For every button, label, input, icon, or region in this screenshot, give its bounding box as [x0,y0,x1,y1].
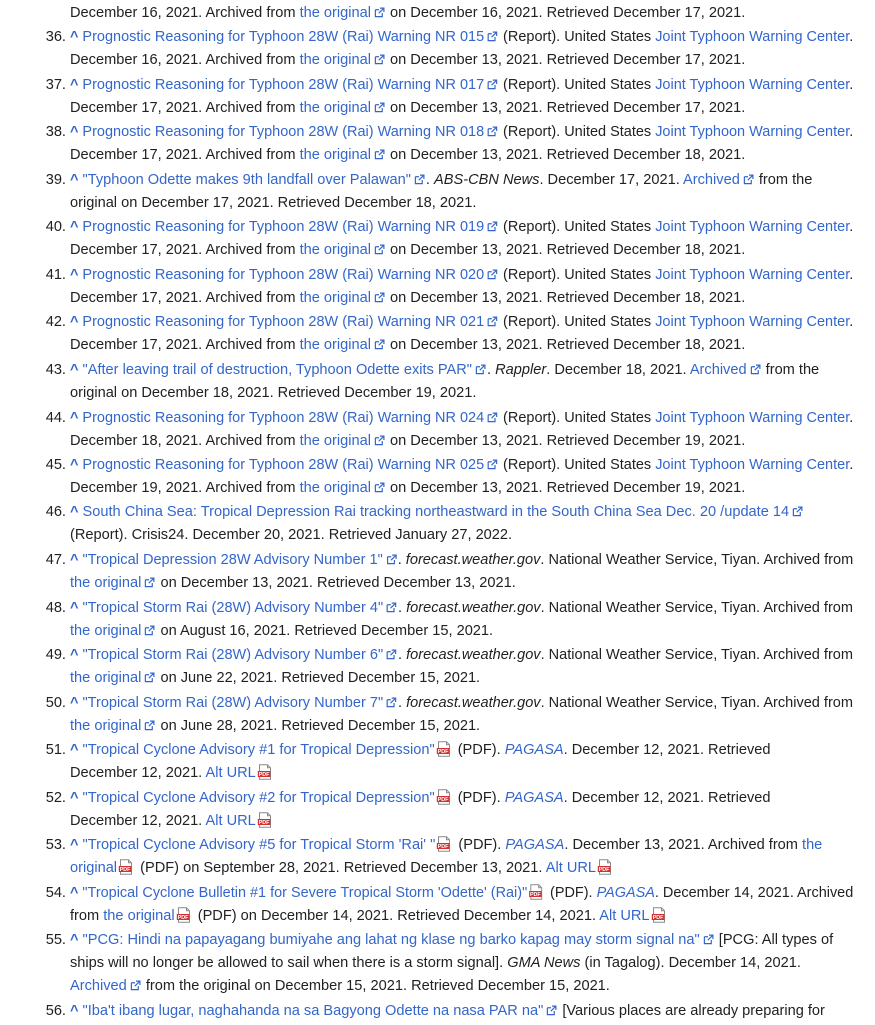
reference-line [70,454,853,477]
pdf-link[interactable]: "Tropical Cyclone Bulletin #1 for Severe Tropical Storm 'Odette' (Rai)" [82,885,528,901]
external-link[interactable]: Prognostic Reasoning for Typhoon 28W (Rai) Warning NR 021 [82,314,485,330]
reference-line [70,715,480,738]
reference-line [70,597,853,620]
external-link[interactable]: "PCG: Hindi na papayagang bumiyahe ang lahat ng klase ng barko kapag may storm signal na" [82,932,700,948]
citation-text: from the [754,172,813,188]
citation-text: (Report). United States [499,29,656,45]
citation-text: from [70,908,104,924]
external-link[interactable]: the original [299,242,371,258]
reference-line [70,667,480,690]
backlink-caret[interactable]: ^ [70,77,79,93]
reference-number: 38. [45,124,66,140]
publication-name: Rappler [495,362,547,378]
backlink-caret[interactable]: ^ [70,1003,79,1019]
citation-text: on December 13, 2021. Retrieved December 19, 2021. [385,433,746,449]
citation-text: December 18, 2021. Archived from [70,433,300,449]
svg-text:PDF: PDF [437,796,449,803]
citation-text: (PDF). [453,742,505,758]
external-link[interactable]: the original [299,5,371,21]
external-link[interactable]: Archived [70,978,127,994]
reference-line [70,311,853,334]
citation-text: . December 14, 2021. Archived [654,885,854,901]
external-link-icon [144,625,155,636]
reference-item [0,264,875,312]
reference-item [0,597,875,645]
external-link-icon [374,435,385,446]
reference-item [0,739,875,787]
external-link-icon [144,720,155,731]
external-link[interactable]: Prognostic Reasoning for Typhoon 28W (Rai) Warning NR 024 [82,410,485,426]
reference-line [70,2,745,25]
citation-text: on December 13, 2021. Retrieved December 17, 2021. [385,52,746,68]
reference-line [70,382,476,405]
internal-link[interactable]: Joint Typhoon Warning Center [655,29,850,45]
backlink-caret[interactable]: ^ [70,172,79,188]
pdf-link[interactable]: Alt URL [599,908,650,924]
citation-text: on December 13, 2021. Retrieved December 18, 2021. [385,147,746,163]
external-link[interactable]: the original [299,290,371,306]
backlink-caret[interactable]: ^ [70,695,79,711]
reference-item [0,644,875,692]
svg-text:PDF: PDF [258,819,270,826]
publisher-link[interactable]: PAGASA [505,837,565,853]
citation-text: . [487,362,496,378]
citation-text: on December 13, 2021. Retrieved December 13, 2021. [156,575,516,591]
external-link[interactable]: "Tropical Storm Rai (28W) Advisory Number 7" [82,695,384,711]
backlink-caret[interactable]: ^ [70,219,79,235]
external-link-icon [487,269,498,280]
external-link[interactable]: "Typhoon Odette makes 9th landfall over Palawan" [82,172,411,188]
reference-number: 50. [45,695,66,711]
reference-number: 40. [45,219,66,235]
citation-text: original on December 18, 2021. Retrieved December 19, 2021. [70,385,477,401]
citation-text: original on December 17, 2021. Retrieved December 18, 2021. [70,195,477,211]
citation-text: . [849,124,854,140]
external-link[interactable]: the original [299,52,371,68]
publication-name: forecast.weather.gov [406,695,541,711]
citation-text: . December 18, 2021. [546,362,690,378]
citation-text: [PCG: All types of [714,932,834,948]
citation-text: . National Weather Service, Tiyan. Archived from [540,600,854,616]
external-link[interactable]: "After leaving trail of destruction, Typhoon Odette exits PAR" [82,362,472,378]
publisher-link[interactable]: PAGASA [504,790,564,806]
reference-number: 51. [45,742,66,758]
citation-text: (PDF) on December 14, 2021. Retrieved December 14, 2021. [193,908,600,924]
svg-text:PDF: PDF [438,843,449,850]
external-link[interactable]: the original [70,575,142,591]
external-link[interactable]: South China Sea: Tropical Depression Rai tracking northeastward in the South China Sea Dec. 20 /update 14 [82,504,790,520]
reference-number: 43. [45,362,66,378]
citation-text: on December 13, 2021. Retrieved December 19, 2021. [385,480,746,496]
citation-text: . [849,410,854,426]
external-link[interactable]: Prognostic Reasoning for Typhoon 28W (Rai) Warning NR 025 [82,457,485,473]
citation-text: (PDF). [453,790,505,806]
external-link-icon [487,79,498,90]
reference-item [0,1000,875,1025]
reference-line [70,49,745,72]
external-link[interactable]: the original [299,337,371,353]
reference-item [0,787,875,835]
internal-link[interactable]: Joint Typhoon Warning Center [655,77,850,93]
citation-text: December 16, 2021. Archived from [70,52,300,68]
reference-line [70,26,853,49]
external-link-icon [374,339,385,350]
external-link[interactable]: the original [299,433,371,449]
reference-item [0,169,875,217]
citation-text: . [849,457,854,473]
external-link-icon [487,126,498,137]
external-link-icon [374,244,385,255]
reference-item [0,311,875,359]
external-link[interactable]: the original [70,718,142,734]
backlink-caret[interactable]: ^ [70,314,79,330]
internal-link[interactable]: Joint Typhoon Warning Center [655,267,850,283]
external-link[interactable]: Prognostic Reasoning for Typhoon 28W (Rai) Warning NR 015 [82,29,485,45]
reference-number: 48. [45,600,66,616]
citation-text: (PDF). [454,837,506,853]
reference-item [0,359,875,407]
citation-text: (in Tagalog). December 14, 2021. [580,955,801,971]
reference-number: 39. [45,172,66,188]
publication-name: ABS-CBN News [434,172,540,188]
reference-line [70,359,819,382]
internal-link[interactable]: Joint Typhoon Warning Center [655,219,850,235]
internal-link[interactable]: Joint Typhoon Warning Center [655,124,850,140]
reference-line [70,192,476,215]
reference-line [70,121,853,144]
reference-line [70,549,853,572]
external-link-icon [386,554,397,565]
external-link-icon [374,149,385,160]
reference-number: 52. [45,790,66,806]
svg-text:PDF: PDF [437,748,449,755]
citation-text: (Report). United States [499,457,656,473]
pdf-icon [651,907,667,923]
reference-line [70,572,516,595]
citation-text: (Report). United States [499,410,656,426]
publication-name: GMA News [507,955,581,971]
external-link[interactable]: "Tropical Depression 28W Advisory Number 1" [82,552,383,568]
pdf-icon [436,836,452,852]
backlink-caret[interactable]: ^ [70,790,79,806]
citation-text: . National Weather Service, Tiyan. Archived from [540,552,854,568]
external-link[interactable]: Archived [689,362,747,378]
citation-text: (Report). United States [499,219,656,235]
backlink-caret[interactable]: ^ [70,932,79,948]
citation-text: . [849,77,854,93]
reference-line [70,739,771,762]
citation-text: . December 13, 2021. Archived from [564,837,803,853]
citation-text: . December 12, 2021. Retrieved [563,742,771,758]
citation-text: . [397,552,406,568]
external-link[interactable]: "Tropical Storm Rai (28W) Advisory Number 6" [82,647,384,663]
citation-text: December 12, 2021. [70,765,206,781]
external-link-icon [374,54,385,65]
reference-line [70,952,801,975]
pdf-link[interactable]: "Tropical Cyclone Advisory #5 for Tropical Storm 'Rai' " [82,837,436,853]
citation-text: . National Weather Service, Tiyan. Archived from [540,647,854,663]
external-link-icon [475,364,486,375]
reference-line [70,334,745,357]
external-link-icon [130,980,141,991]
pdf-link[interactable]: Alt URL [205,765,256,781]
citation-text: (Report). United States [499,124,656,140]
citation-text: on December 13, 2021. Retrieved December 17, 2021. [385,100,746,116]
external-link[interactable]: Prognostic Reasoning for Typhoon 28W (Rai) Warning NR 018 [82,124,485,140]
pdf-icon [436,789,452,805]
reference-item [0,121,875,169]
backlink-caret[interactable]: ^ [70,600,79,616]
reference-line [70,216,853,239]
external-link[interactable]: Prognostic Reasoning for Typhoon 28W (Rai) Warning NR 019 [82,219,485,235]
backlink-caret[interactable]: ^ [70,742,79,758]
citation-text: . National Weather Service, Tiyan. Archived from [540,695,854,711]
backlink-caret[interactable]: ^ [70,267,79,283]
external-link-icon [703,934,714,945]
citation-text: . [849,29,854,45]
reference-item [0,407,875,455]
reference-line [70,169,812,192]
reference-line [70,692,853,715]
citation-text: on June 22, 2021. Retrieved December 15, 2021. [156,670,481,686]
reference-line [70,810,275,833]
citation-text: . [398,695,407,711]
citation-text: December 12, 2021. [70,813,206,829]
reference-line [70,239,745,262]
citation-text: on December 13, 2021. Retrieved December 18, 2021. [385,337,746,353]
backlink-caret[interactable]: ^ [70,552,79,568]
citation-text: (Report). United States [499,77,656,93]
pdf-link[interactable]: original [70,860,118,876]
reference-line [70,74,853,97]
pdf-icon [118,859,134,875]
external-link-icon [546,1005,557,1016]
external-link[interactable]: Prognostic Reasoning for Typhoon 28W (Rai) Warning NR 020 [82,267,485,283]
reference-number: 55. [45,932,66,948]
svg-text:PDF: PDF [258,771,270,778]
reference-item [0,501,875,549]
backlink-caret[interactable]: ^ [70,29,79,45]
pdf-icon [528,884,544,900]
reference-item [0,74,875,122]
backlink-caret[interactable]: ^ [70,124,79,140]
reference-line [70,287,745,310]
pdf-link[interactable]: "Tropical Cyclone Advisory #2 for Tropical Depression" [82,790,435,806]
reference-number: 49. [45,647,66,663]
citation-text: . [849,314,854,330]
reference-line [70,644,853,667]
citation-text: on December 13, 2021. Retrieved December 18, 2021. [385,290,746,306]
reference-item [0,26,875,74]
pdf-icon [257,812,273,828]
reference-line [70,144,745,167]
citation-text: on August 16, 2021. Retrieved December 15, 2021. [156,623,494,639]
external-link[interactable]: the original [299,147,371,163]
external-link-icon [750,364,761,375]
reference-line [70,834,822,857]
citation-text: (Report). Crisis24. December 20, 2021. Retrieved January 27, 2022. [70,527,513,543]
reference-item [0,834,875,882]
citation-text: . [849,267,854,283]
pdf-icon [597,859,613,875]
external-link[interactable]: the original [70,670,142,686]
reference-item [0,929,875,1000]
internal-link[interactable]: Joint Typhoon Warning Center [655,314,850,330]
internal-link[interactable]: Joint Typhoon Warning Center [655,410,850,426]
reference-line [70,97,745,120]
citation-text: on June 28, 2021. Retrieved December 15, 2021. [156,718,481,734]
citation-text: December 17, 2021. Archived from [70,290,300,306]
pdf-icon [176,907,192,923]
citation-text: . [425,172,435,188]
pdf-icon [257,764,273,780]
external-link[interactable]: "Iba't ibang lugar, naghahanda na sa Bagyong Odette na nasa PAR na" [82,1003,544,1019]
citation-text: on December 16, 2021. Retrieved December 17, 2021. [385,5,746,21]
pdf-icon [436,741,452,757]
external-link-icon [487,31,498,42]
reference-number: 46. [45,504,66,520]
backlink-caret[interactable]: ^ [70,362,79,378]
external-link-icon [487,459,498,470]
reference-line [70,975,610,998]
internal-link[interactable]: Joint Typhoon Warning Center [655,457,850,473]
reference-line [70,929,833,952]
external-link-icon [374,102,385,113]
reference-line [70,501,804,524]
reference-number: 37. [45,77,66,93]
publication-name: forecast.weather.gov [406,647,541,663]
reference-line [70,762,275,785]
reference-line [70,264,853,287]
backlink-caret[interactable]: ^ [70,647,79,663]
citation-text: (PDF). [546,885,597,901]
reference-line [70,857,615,880]
citation-text: December 17, 2021. Archived from [70,337,300,353]
external-link-icon [386,649,397,660]
external-link-icon [144,577,155,588]
reference-number: 45. [45,457,66,473]
external-link[interactable]: "Tropical Storm Rai (28W) Advisory Number 4" [82,600,384,616]
reference-item [0,216,875,264]
external-link-icon [374,292,385,303]
backlink-caret[interactable]: ^ [70,885,79,901]
svg-text:PDF: PDF [652,914,664,921]
backlink-caret[interactable]: ^ [70,457,79,473]
reference-item [0,882,875,930]
reference-number: 53. [45,837,66,853]
pdf-link[interactable]: the original [103,908,175,924]
reference-item [0,454,875,502]
citation-text: on December 13, 2021. Retrieved December 18, 2021. [385,242,746,258]
citation-text: December 17, 2021. Archived from [70,100,300,116]
citation-text: [Various places are already preparing for [558,1003,825,1019]
pdf-link[interactable]: "Tropical Cyclone Advisory #1 for Tropical Depression" [82,742,435,758]
citation-text: (PDF) on September 28, 2021. Retrieved December 13, 2021. [136,860,546,876]
external-link-icon [374,7,385,18]
reference-line [70,620,493,643]
citation-text: December 16, 2021. Archived from [70,5,300,21]
reference-number: 36. [45,29,66,45]
reference-number: 42. [45,314,66,330]
citation-text: . [398,600,407,616]
citation-text: . December 17, 2021. [539,172,684,188]
external-link[interactable]: Prognostic Reasoning for Typhoon 28W (Rai) Warning NR 017 [82,77,485,93]
reference-number: 44. [45,410,66,426]
reference-item [0,2,875,27]
reference-item [0,692,875,740]
reference-line [70,407,853,430]
citation-text: from the [761,362,820,378]
svg-text:PDF: PDF [177,914,189,921]
external-link[interactable]: Archived [683,172,740,188]
reference-line [70,882,853,905]
backlink-caret[interactable]: ^ [70,410,79,426]
external-link-icon [386,602,397,613]
publisher-link[interactable]: PAGASA [504,742,564,758]
external-link-icon [792,506,803,517]
svg-text:PDF: PDF [119,866,131,873]
reference-line [70,477,745,500]
external-link-icon [487,221,498,232]
backlink-caret[interactable]: ^ [70,504,79,520]
citation-text: ships will no longer be allowed to sail when there is a storm signal]. [70,955,508,971]
external-link-icon [487,412,498,423]
publisher-link[interactable]: PAGASA [596,885,655,901]
reference-item [0,549,875,597]
external-link-icon [386,697,397,708]
publication-name: forecast.weather.gov [405,552,541,568]
reference-line [70,787,771,810]
external-link-icon [414,174,425,185]
citation-text: December 17, 2021. Archived from [70,242,300,258]
pdf-link[interactable]: Alt URL [205,813,256,829]
reference-line [70,905,669,928]
external-link[interactable]: the original [70,623,142,639]
citation-text: (Report). United States [499,314,656,330]
reference-number: 41. [45,267,66,283]
reference-number: 56. [45,1003,66,1019]
reference-number: 47. [45,552,66,568]
reference-line [70,1000,825,1023]
citation-text: from the original on December 15, 2021. Retrieved December 15, 2021. [141,978,610,994]
svg-text:PDF: PDF [529,891,541,898]
external-link[interactable]: the original [299,100,371,116]
citation-text: . December 12, 2021. Retrieved [563,790,771,806]
external-link-icon [743,174,754,185]
reference-line [70,430,745,453]
pdf-link[interactable]: Alt URL [545,860,597,876]
citation-text: . [849,219,854,235]
publication-name: forecast.weather.gov [406,600,541,616]
reference-line [70,524,512,547]
external-link-icon [487,316,498,327]
external-link-icon [374,482,385,493]
backlink-caret[interactable]: ^ [70,837,79,853]
internal-link[interactable]: the [802,837,823,853]
citation-text: . [398,647,407,663]
reference-number: 54. [45,885,66,901]
external-link[interactable]: the original [299,480,371,496]
citation-text: December 17, 2021. Archived from [70,147,300,163]
external-link-icon [144,672,155,683]
citation-text: December 19, 2021. Archived from [70,480,300,496]
citation-text: (Report). United States [499,267,656,283]
svg-text:PDF: PDF [598,866,610,873]
